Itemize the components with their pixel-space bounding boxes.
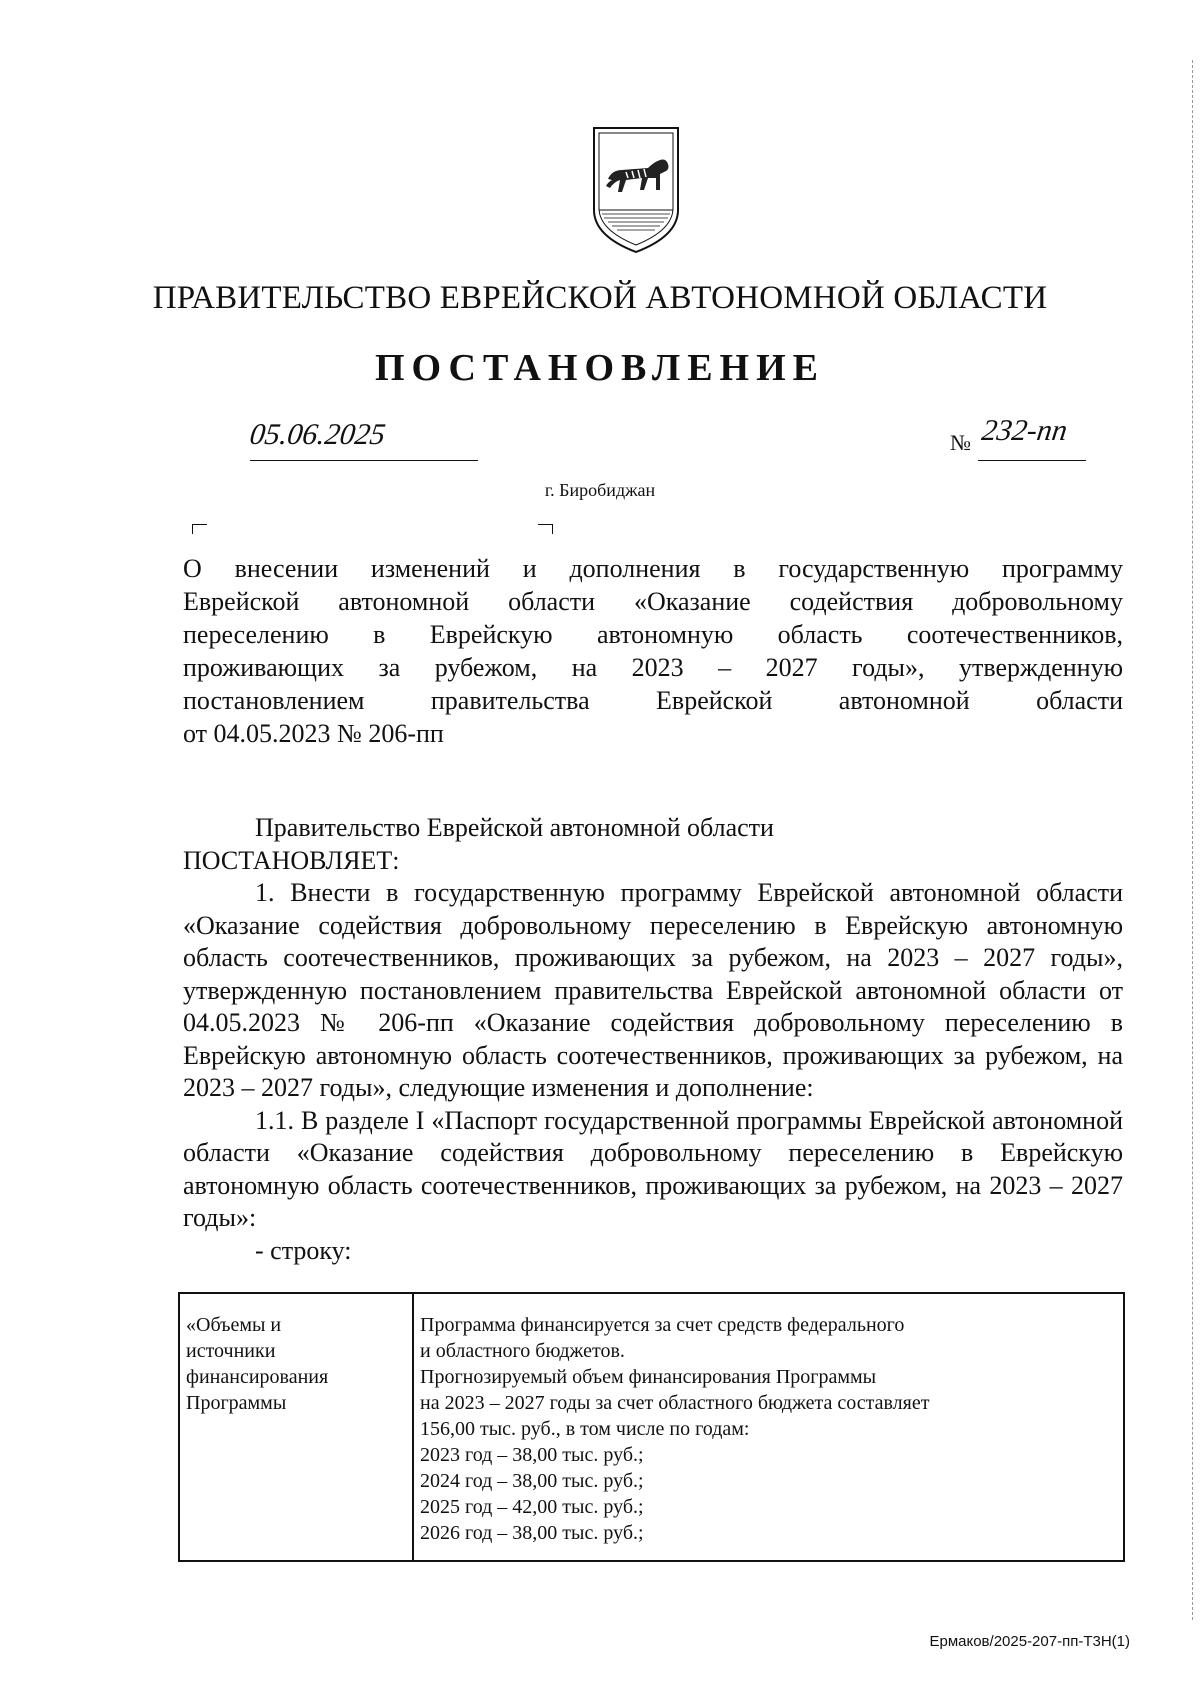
subject-line: Еврейской автономной области «Оказание содействия добровольному — [183, 587, 1123, 616]
document-subject — [183, 552, 1123, 750]
right-cell-line: Прогнозируемый объем финансирования Программы — [420, 1366, 877, 1388]
city-name: г. Биробиджан — [544, 480, 656, 500]
item-1-paragraph: 1. Внести в государственную программу Еврейской автономной области «Оказание содействия добровольному переселению в Еврейскую автономную область соотечественников, проживающих за рубежом, на 2023 – 2027 годы», утвержденную постановлением правительства Еврейской автономной области от 04.05.2023 № 206-пп «Оказание содействия добровольному переселению в Еврейскую автономную область соотечественников, проживающих за рубежом, на 2023 – 2027 годы», следующие изменения и дополнение: — [183, 878, 1123, 1102]
item-1-1-paragraph: 1.1. В разделе I «Паспорт государственной программы Еврейской автономной области «Оказание содействия добровольному переселению в Еврейскую автономную область соотечественников, проживающих за рубежом, на 2023 – 2027 годы»: — [183, 1105, 1123, 1232]
intro-paragraph: Правительство Еврейской автономной области — [255, 813, 774, 842]
row-word: - строку: — [255, 1235, 352, 1265]
subject-line: О внесении изменений и дополнения в государственную программу — [183, 554, 1123, 583]
right-cell-line: Программа финансируется за счет средств федерального — [420, 1314, 905, 1336]
scan-edge-line — [1192, 60, 1194, 1620]
left-cell-line: источники — [186, 1340, 276, 1362]
right-cell-line: 2023 год – 38,00 тыс. руб.; — [420, 1444, 644, 1466]
financing-table — [178, 1292, 1125, 1562]
government-title: ПРАВИТЕЛЬСТВО ЕВРЕЙСКОЙ АВТОНОМНОЙ ОБЛАСТИ — [152, 280, 1048, 316]
number-sign: № — [950, 430, 971, 455]
subject-line: постановлением правительства Еврейской автономной области — [183, 686, 1123, 715]
subject-line: проживающих за рубежом, на 2023 – 2027 годы», утвержденную — [183, 653, 1123, 682]
number-underline — [978, 460, 1086, 461]
left-cell-line: Программы — [186, 1392, 287, 1414]
table-right-cell — [414, 1294, 1123, 1560]
decree-word: ПОСТАНОВЛЯЕТ: — [183, 845, 400, 875]
table-left-cell — [180, 1294, 414, 1560]
left-corner-mark — [192, 524, 207, 534]
right-corner-mark — [538, 524, 553, 534]
crest-emblem — [590, 124, 682, 256]
right-cell-line: и областного бюджетов. — [420, 1340, 625, 1362]
date-underline — [250, 460, 478, 461]
handwritten-date: 05.06.2025 — [247, 418, 388, 451]
right-cell-line: 156,00 тыс. руб., в том числе по годам: — [420, 1418, 750, 1440]
right-cell-line: на 2023 – 2027 годы за счет областного бюджета составляет — [420, 1392, 930, 1414]
handwritten-number: 232-пп — [979, 414, 1070, 447]
subject-line: от 04.05.2023 № 206-пп — [183, 719, 444, 748]
left-cell-line: «Объемы и — [186, 1314, 282, 1336]
right-cell-line: 2025 год – 42,00 тыс. руб.; — [420, 1496, 644, 1518]
subject-line: переселению в Еврейскую автономную область соотечественников, — [183, 620, 1123, 649]
right-cell-line: 2024 год – 38,00 тыс. руб.; — [420, 1470, 644, 1492]
left-cell-line: финансирования — [186, 1366, 329, 1388]
footer-document-code: Ермаков/2025-207-пп-Т3Н(1) — [929, 1633, 1130, 1650]
document-body — [183, 812, 1123, 1267]
document-type: ПОСТАНОВЛЕНИЕ — [374, 347, 826, 389]
right-cell-line: 2026 год – 38,00 тыс. руб.; — [420, 1522, 644, 1544]
